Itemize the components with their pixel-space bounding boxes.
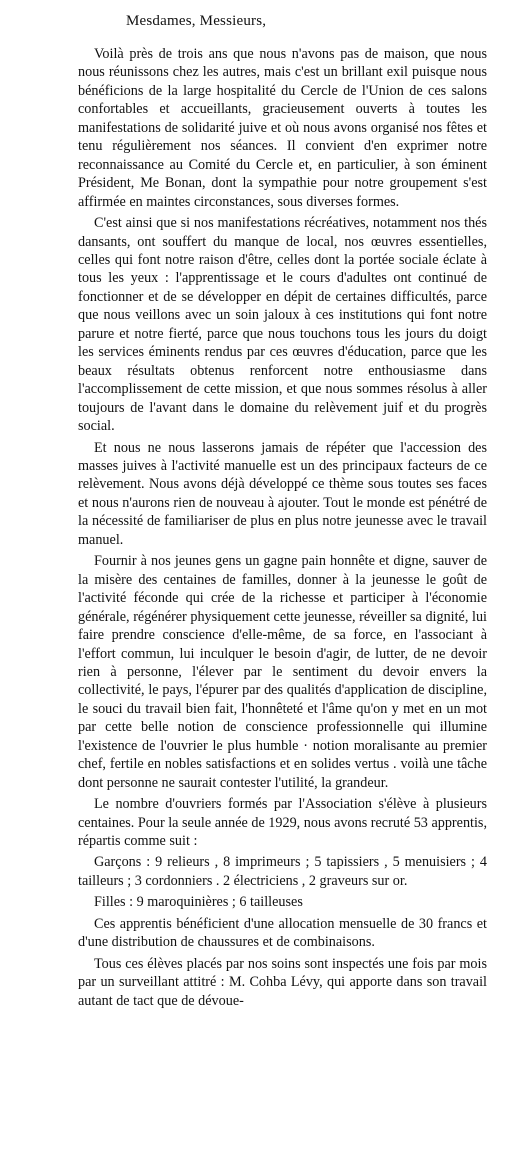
document-page xyxy=(78,12,487,1013)
paragraph-manifestations: C'est ainsi que si nos manifestations récréatives, notamment nos thés dansants, ont souffert du manque de local, nos œuvres essentielles, celles qui font notre raison d'être, celles dont la portée sociale éclate à tous les yeux : l'apprentissage et le cours d'adultes ont continué de fonctionner et de se développer en dépit de certaines difficultés, parce que nous veillons avec un soin jaloux à ces institutions qui font notre parure et notre fierté, parce que nous touchons tous les jours du doigt les services éminents rendus par ces œuvres d'éducation, parce que les beaux résultats obtenus renforcent notre enthousiasme dans l'accomplissement de cette mission, et que nous sommes résolus à aller toujours de l'avant dans le domaine du relèvement juif et du progrès social. xyxy=(78,215,487,435)
salutation: Mesdames, Messieurs, xyxy=(126,13,267,29)
paragraph-hospitality: Voilà près de trois ans que nous n'avons pas de maison, que nous nous réunissons chez les autres, mais c'est un brillant exil puisque nous bénéficions de la large hospitalité du Cercle de l'Union de ces salons confortables et accueillants, gracieusement ouverts à toutes les manifestations de solidarité juive et où nous avons organisé nos fêtes et tenu régulièrement nos séances. Il convient d'en exprimer notre reconnaissance au Comité du Cercle et, en particulier, à son éminent Président, Me Bonan, dont la sympathie pour notre groupement s'est affirmée en maintes circonstances, sous diverses formes. xyxy=(78,46,487,210)
paragraph-apprentice-count: Le nombre d'ouvriers formés par l'Association s'élève à plusieurs centaines. Pour la seule année de 1929, nous avons recruté 53 apprentis, répartis comme suit : xyxy=(78,796,487,850)
paragraph-girls-trades: Filles : 9 maroquinières ; 6 tailleuses xyxy=(94,894,303,911)
paragraph-youth-mission: Fournir à nos jeunes gens un gagne pain honnête et digne, sauver de la misère des centaines de familles, donner à la jeunesse le goût de l'activité féconde qui crée de la richesse et participer à l'économie générale, régénérer physiquement cette jeunesse, réveiller sa dignité, lui faire prendre conscience d'elle-même, de sa force, en l'associant à l'effort commun, lui inculquer le besoin d'agir, de lutter, de ne devoir rien à personne, l'élever par le sentiment du devoir envers la collectivité, le pays, l'épurer par des qualités d'application de discipline, le souci du travail bien fait, l'honnêteté et l'âme qu'on y met en un mot par cette belle notion de conscience professionnelle qui illumine l'existence de l'ouvrier le plus humble · notion moralisante au premier chef, fertile en nobles satisfactions et en solides vertus . voilà une tâche dont personne ne saurait contester l'utilité, la grandeur. xyxy=(78,553,487,791)
paragraph-allowance: Ces apprentis bénéficient d'une allocation mensuelle de 30 francs et d'une distribution de chaussures et de combinaisons. xyxy=(78,915,487,951)
paragraph-manual-activity: Et nous ne nous lasserons jamais de répéter que l'accession des masses juives à l'activité manuelle est un des principaux facteurs de ce relèvement. Nous avons déjà développé ce thème sous toutes ses faces et nous n'aurons rien de nouveau à ajouter. Tout le monde est pénétré de la nécessité de familiariser de plus en plus notre jeunesse avec le travail manuel. xyxy=(78,439,487,548)
paragraph-inspection: Tous ces élèves placés par nos soins sont inspectés une fois par mois par un surveillant attitré : M. Cohba Lévy, qui apporte dans son travail autant de tact que de dévoue- xyxy=(78,955,487,1009)
paragraph-boys-trades: Garçons : 9 relieurs , 8 imprimeurs ; 5 tapissiers , 5 menuisiers ; 4 tailleurs ; 3 cordonniers . 2 électriciens , 2 graveurs sur or. xyxy=(78,854,487,889)
